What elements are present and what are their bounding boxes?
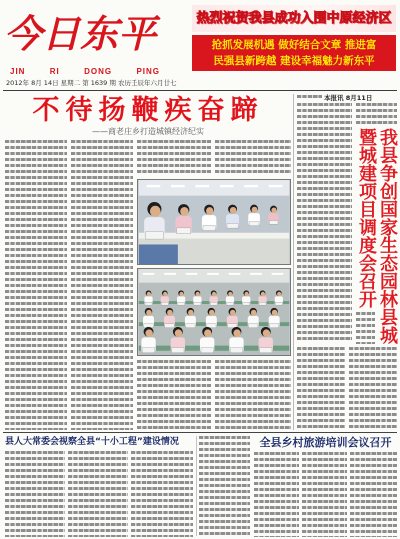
worker-face — [261, 292, 265, 296]
ceiling-light — [244, 185, 258, 187]
right-headline-line-1: 我县争创国家生态园林县城 — [377, 128, 398, 344]
sewing-machine — [177, 228, 191, 234]
ceiling-light — [147, 185, 161, 187]
lead-photo-top — [137, 179, 291, 265]
bottom-right-body-column — [302, 452, 347, 537]
right-body-column — [356, 312, 375, 344]
sewing-machine — [243, 302, 250, 305]
ceiling-light — [143, 273, 155, 275]
worker-face — [179, 292, 183, 296]
worker-face — [252, 207, 258, 213]
bottom-right-headline: 全县乡村旅游培训会议召开 — [259, 436, 392, 449]
worker-face — [206, 207, 213, 215]
worker-face — [196, 292, 200, 296]
ceiling-light — [186, 273, 198, 275]
bottom-left-body-column — [131, 451, 193, 537]
right-body-column — [297, 103, 352, 343]
ceiling-light — [250, 273, 262, 275]
worker-face — [150, 206, 161, 217]
worker-face — [230, 207, 237, 214]
worker-face — [147, 292, 151, 296]
worker-face — [188, 310, 194, 316]
right-headline-line-2: 暨城建项目调度会召开 — [356, 128, 377, 308]
sewing-machine — [146, 232, 164, 239]
sewing-machine — [269, 324, 278, 328]
worker-face — [230, 310, 236, 316]
sewing-machine — [269, 221, 278, 225]
worker-face — [228, 292, 232, 296]
bottom-left-body-column — [68, 451, 128, 537]
right-body-column — [297, 347, 345, 430]
ceiling-light — [195, 185, 209, 187]
lead-subheadline: ——商老庄乡打造城镇经济纪实 — [92, 127, 204, 136]
slogan-box — [192, 35, 396, 71]
worker-face — [163, 292, 167, 296]
ceiling-light — [207, 273, 219, 275]
worker-face — [272, 310, 278, 316]
foreground-worker-uniform — [139, 244, 178, 264]
section-divider — [3, 432, 397, 433]
pinyin-word: PING — [136, 67, 160, 76]
masthead-divider — [3, 90, 397, 91]
ceiling — [139, 180, 289, 196]
worker-face — [271, 207, 276, 213]
lead-body-column — [71, 140, 133, 430]
pinyin-word: RI — [49, 67, 60, 76]
bottom-left-body-column — [5, 451, 65, 537]
worker-face — [146, 310, 152, 316]
sewing-machine — [210, 302, 217, 305]
ceiling-light — [164, 273, 176, 275]
worker-face — [277, 292, 281, 296]
worker-face — [180, 207, 188, 216]
masthead-logo: 今日东平 — [4, 11, 157, 56]
worker-face — [167, 310, 173, 316]
ceiling-light — [220, 185, 234, 187]
worker-face — [209, 310, 215, 316]
sewing-machine — [249, 324, 258, 328]
sewing-machine — [203, 225, 215, 230]
sewing-machine — [275, 302, 282, 305]
pinyin-word: DONG — [84, 67, 113, 76]
sewing-machine — [194, 302, 201, 305]
right-body-column — [349, 347, 397, 430]
worker-face — [251, 310, 257, 316]
sewing-machine — [186, 324, 195, 328]
sewing-machine — [201, 348, 213, 353]
column-divider — [196, 436, 197, 536]
ceiling-light — [229, 273, 241, 275]
worker-face — [244, 292, 248, 296]
sewing-machine — [178, 302, 185, 305]
sewing-machine — [142, 348, 154, 353]
masthead-pinyin — [10, 67, 160, 77]
ceiling-light — [272, 273, 284, 275]
worker-face — [145, 329, 152, 337]
sewing-machine — [260, 348, 272, 353]
slogan-line: 抢抓发展机遇 做好结合文章 推进富 — [211, 39, 377, 51]
slogan-line: 民强县新跨越 建设幸福魅力新东平 — [213, 55, 375, 67]
sewing-machine — [227, 223, 238, 228]
sewing-machine — [165, 324, 174, 328]
worker-face — [204, 329, 211, 337]
pinyin-word: JIN — [10, 67, 26, 76]
right-body-column — [297, 95, 322, 101]
sewing-machine — [249, 222, 259, 226]
worker-face — [212, 292, 216, 296]
lead-body-column — [137, 140, 211, 176]
sewing-machine — [230, 348, 242, 353]
ceiling-light — [269, 185, 283, 187]
column-divider — [293, 94, 294, 430]
right-body-column — [356, 103, 397, 125]
congratulation-banner: 热烈祝贺我县成功入围中原经济区 — [192, 5, 396, 32]
continued-body-column — [199, 436, 250, 537]
bottom-right-body-column — [350, 452, 397, 537]
lead-body-column — [215, 140, 291, 176]
ceiling — [139, 269, 290, 283]
lead-body-column — [215, 360, 291, 430]
right-article-lead: 本报讯 8月11日 — [324, 94, 373, 102]
lead-photo-bottom — [137, 268, 291, 356]
issue-dateline: 2012年 8月 14日 星期二 第 1639 期 农历壬辰年六月廿七 — [6, 79, 177, 87]
ceiling-light — [171, 185, 185, 187]
lead-headline: 不待扬鞭疾奋蹄 — [32, 95, 264, 126]
bottom-right-body-column — [254, 452, 299, 537]
lead-body-column — [5, 140, 67, 430]
worker-face — [263, 329, 270, 337]
worker-face — [233, 329, 240, 337]
sewing-machine — [161, 302, 168, 305]
sewing-machine — [172, 348, 184, 353]
sewing-machine — [259, 302, 266, 305]
sewing-machine — [226, 302, 233, 305]
bottom-left-headline: 县人大常委会视察全县“十小工程”建设情况 — [5, 437, 179, 447]
worker-face — [175, 329, 182, 337]
sewing-machine — [145, 302, 152, 305]
lead-body-column — [137, 360, 211, 430]
